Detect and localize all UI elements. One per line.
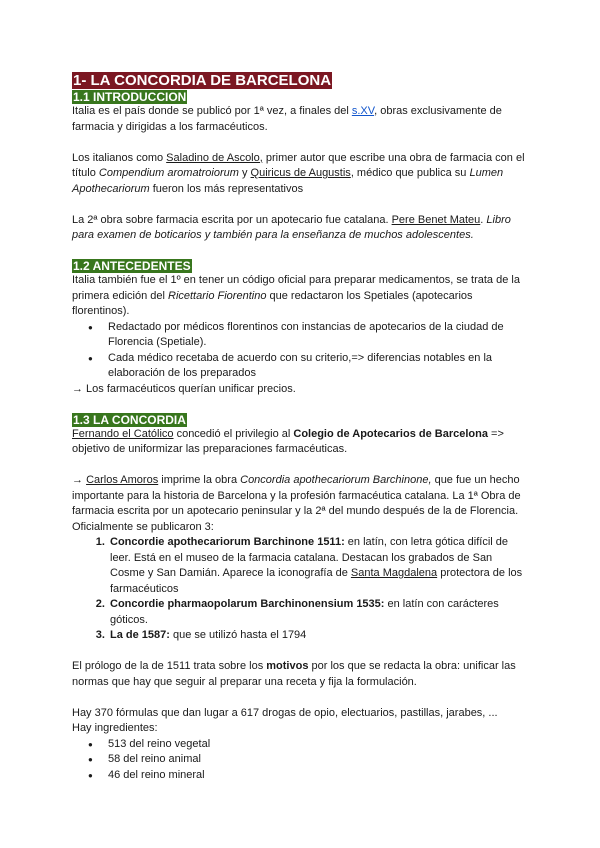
section-heading-antecedentes: 1.2 ANTECEDENTES (73, 259, 191, 273)
intro-paragraph-1: Italia es el país donde se publicó por 1ª vez, a finales del s.XV, obras exclusivamente de farmacia y dirigidas a los farmacéuticos. (72, 105, 502, 133)
list-item: ● 58 del reino animal (108, 752, 528, 768)
concordia-paragraph-1: Fernando el Católico concedió el privilegio al Colegio de Apotecarios de Barcelona => objetivo de uniformizar las preparaciones farmacéuticas. (72, 427, 504, 455)
intro-paragraph-3: La 2ª obra sobre farmacia escrita por un apotecario fue catalana. Pere Benet Mateu. Libro para examen de boticarios y también para la enseñanza de muchos adolescentes. (72, 213, 511, 241)
section-heading-concordia: 1.3 LA CONCORDIA (73, 412, 186, 427)
list-item: 3. La de 1587: que se utilizó hasta el 1794 (108, 628, 528, 644)
antecedentes-paragraph-1: Italia también fue el 1º en tener un código oficial para preparar medicamentos, se trata de la primera edición del Ricettario Fiorentino que redactaron los Spetiales (apotecarios florentinos). (72, 274, 520, 317)
antecedentes-list (72, 320, 528, 382)
concordia-paragraph-2: → Carlos Amoros imprime la obra Concordia apothecariorum Barchinone, que fue un hecho importante para la historia de Barcelona y la profesión farmacéutica catalana. La 1ª Obra de farmacia escrita por un apotecario peninsular y la 2ª del mundo después de la de Florencia. Oficialmente se publicaron 3: (72, 474, 521, 533)
list-item: ● 513 del reino vegetal (108, 737, 528, 753)
concordia-paragraph-3: El prólogo de la de 1511 trata sobre los motivos por los que se redacta la obra: unificar las normas que hay que seguir al preparar una receta y fija la formulación. (72, 660, 516, 688)
page-title: 1- LA CONCORDIA DE BARCELONA (73, 72, 332, 89)
antecedentes-paragraph-2: → Los farmacéuticos querían unificar precios. (72, 382, 296, 395)
list-item: ● Redactado por médicos florentinos con instancias de apotecarios de la ciudad de Florencia (Spetiale). (108, 320, 528, 351)
list-item: ● 46 del reino mineral (108, 768, 528, 784)
siglo-link[interactable]: s.XV (351, 105, 375, 117)
concordia-paragraph-4: Hay 370 fórmulas que dan lugar a 617 drogas de opio, electuarios, pastillas, jarabes, ... (72, 706, 498, 719)
list-item: 2. Concordie pharmaopolarum Barchinonensium 1535: en latín con carácteres góticos. (108, 597, 528, 628)
section-heading-introduccion: 1.1 INTRODUCCION (73, 90, 187, 104)
ingredients-list (72, 737, 528, 784)
concordia-editions-list (72, 535, 528, 644)
list-item: ● Cada médico recetaba de acuerdo con su criterio,=> diferencias notables en la elaboración de los preparados (108, 351, 528, 382)
concordia-paragraph-5: Hay ingredientes: (72, 722, 158, 734)
intro-paragraph-2: Los italianos como Saladino de Ascolo, primer autor que escribe una obra de farmacia con el título Compendium aromatroiorum y Quiricus de Augustis, médico que publica su Lumen Apothecariorum fueron los más representativos (72, 151, 525, 195)
list-item: 1. Concordie apothecariorum Barchinone 1511: en latín, con letra gótica difícil de leer. Está en el museo de la farmacia catalana. Destacan los grabados de San Cosme y San Damián. Aparece la iconografía de Santa Magdalena protectora de los farmacéuticos (108, 535, 528, 597)
